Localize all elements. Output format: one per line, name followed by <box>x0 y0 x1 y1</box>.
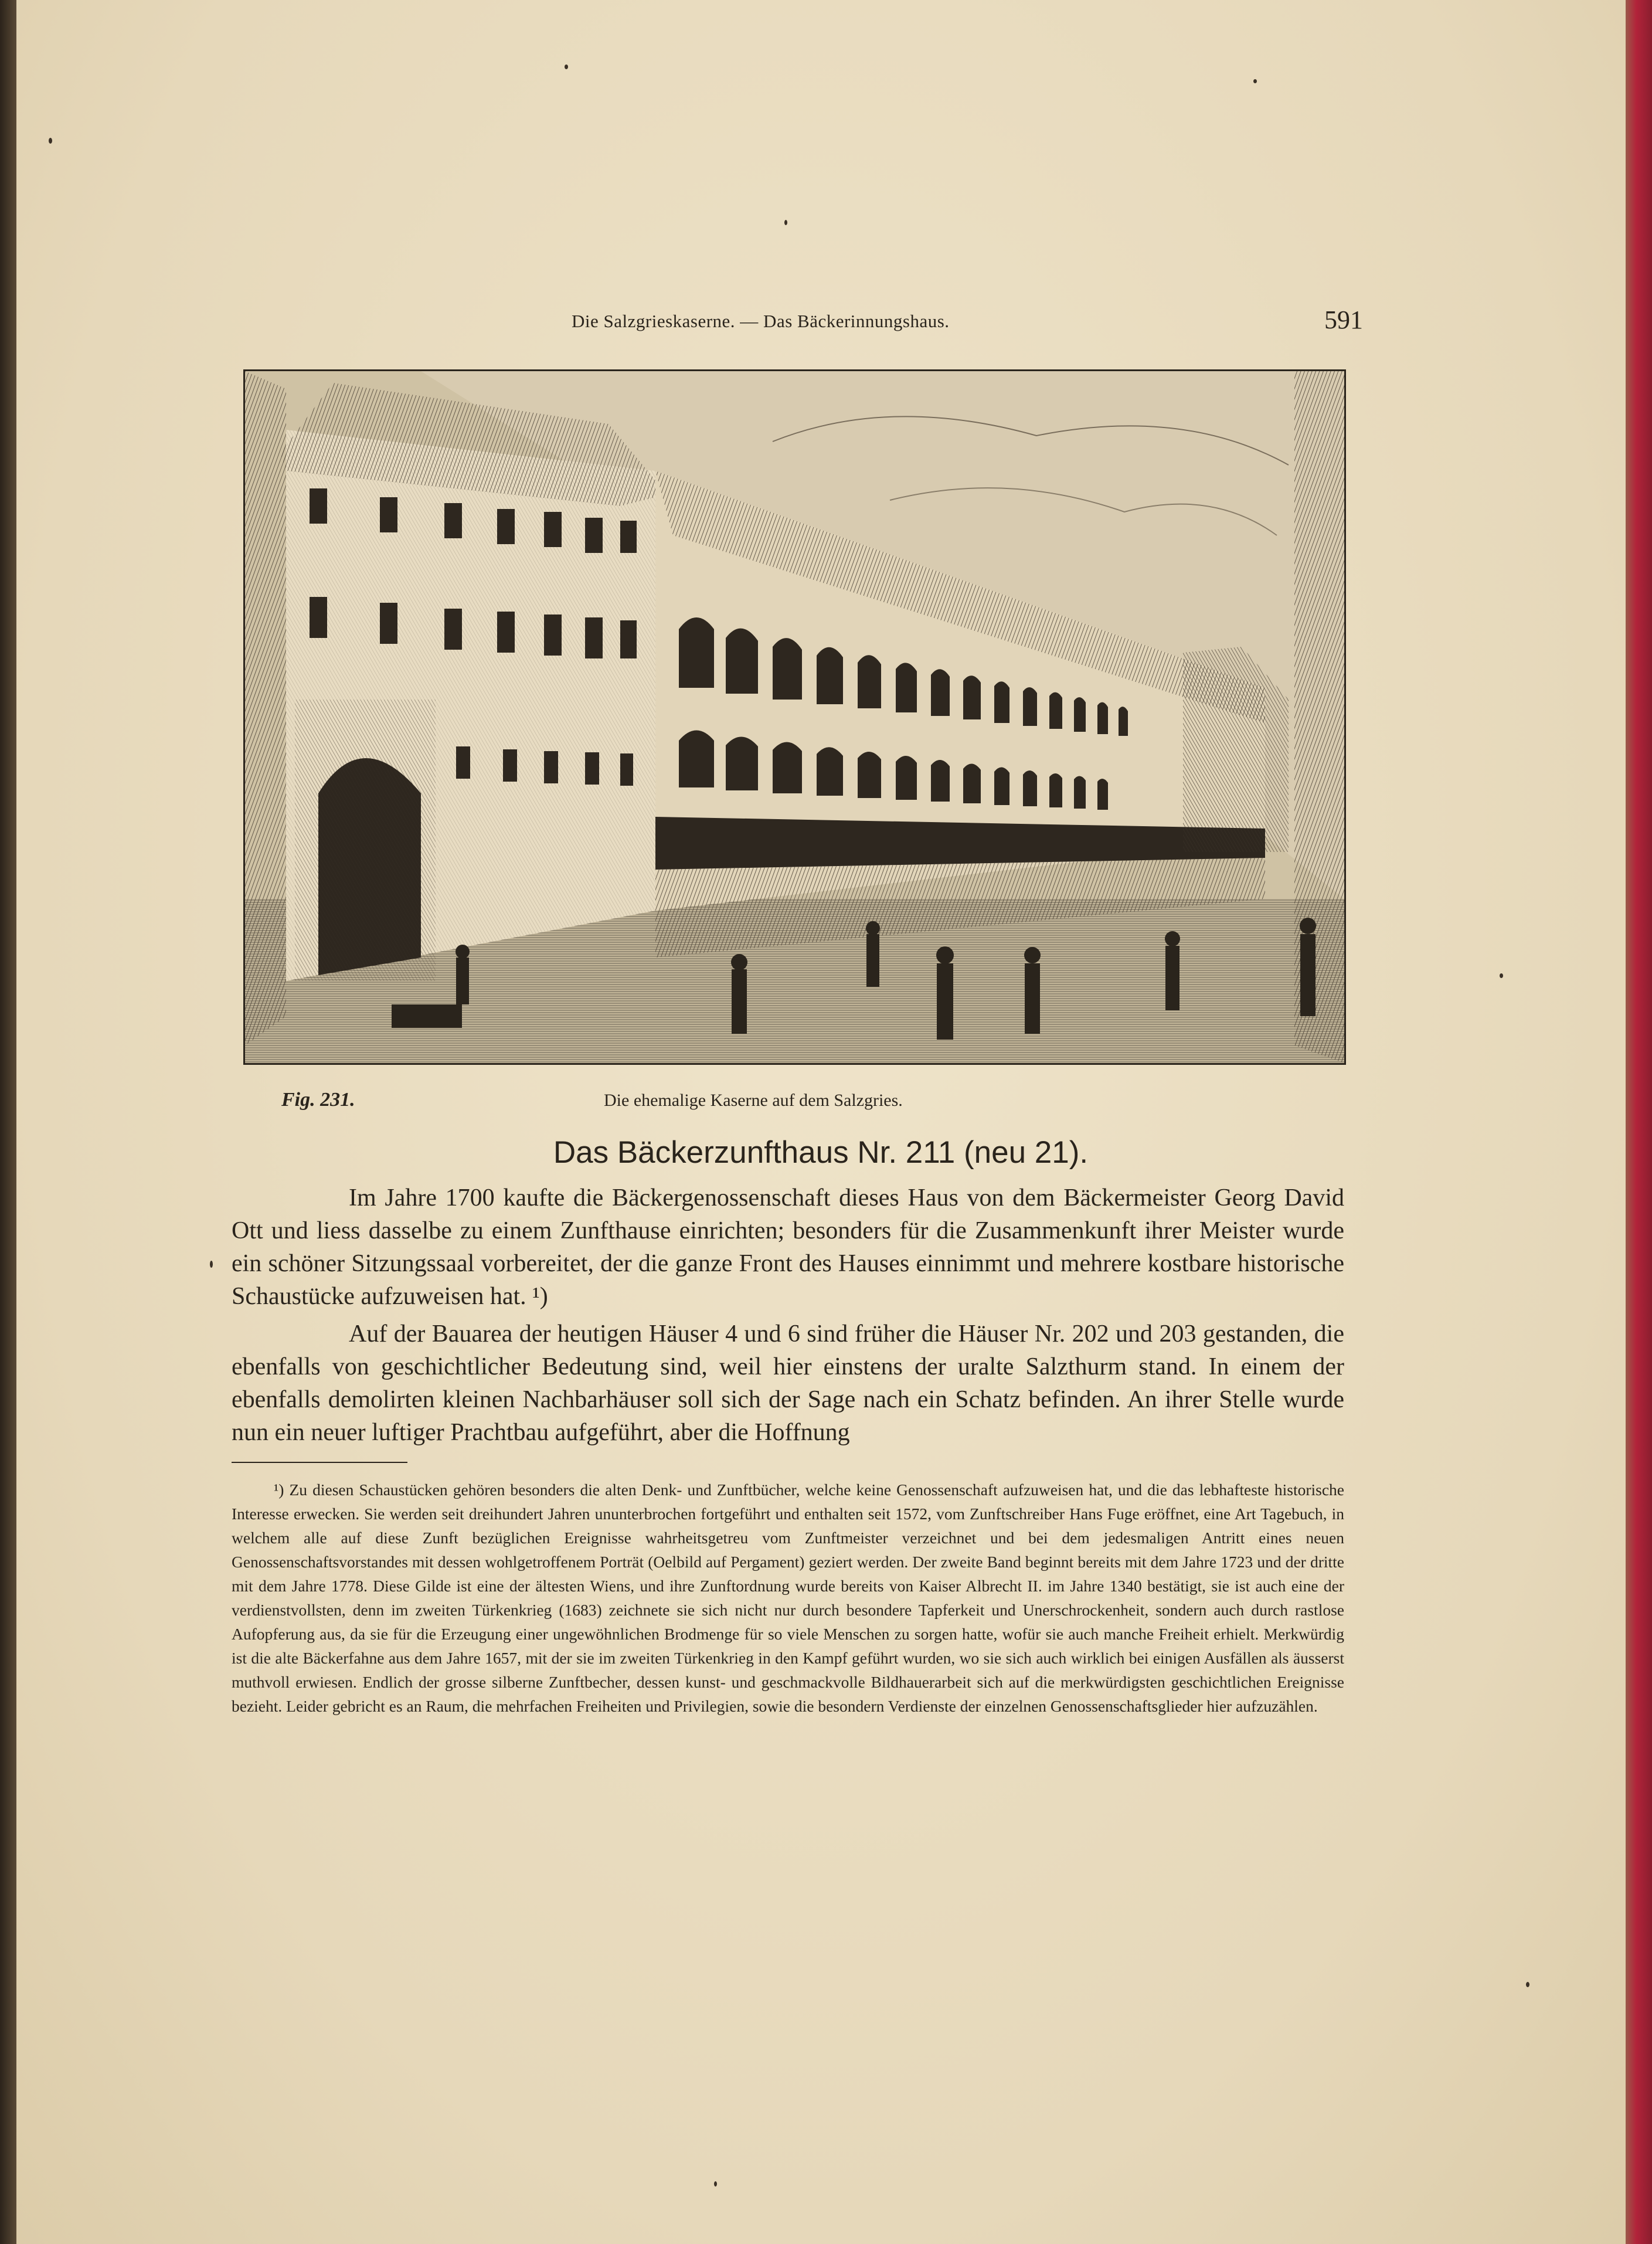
page-number: 591 <box>1324 305 1363 334</box>
footnote <box>232 1478 1344 1718</box>
paper-speck <box>1526 1982 1529 1987</box>
running-header: Die Salzgrieskaserne. — Das Bäckerinnungshaus. <box>572 311 950 331</box>
paper-speck <box>784 220 787 225</box>
book-page <box>16 0 1626 2244</box>
body-paragraph: Im Jahre 1700 kaufte die Bäckergenossenschaft dieses Haus von dem Bäckermeister Georg David Ott und liess dasselbe zu einem Zunfthause einrichten; besonders für die Zusammenkunft ihrer Meister wurde ein schöner Sitzungssaal vorbereitet, der die ganze Front des Hauses einnimmt und mehrere kostbare historische Schaustücke aufzuweisen hat. ¹) <box>232 1184 1344 1310</box>
footnote-text: ¹) Zu diesen Schaustücken gehören besonders die alten Denk- und Zunftbücher, welche keine Genossenschaft aufzuweisen hat, und die das lebhafteste historische Interesse erwecken. Sie werden seit dreihundert Jahren ununterbrochen fortgeführt und enthalten seit 1572, vom Zunftschreiber Hans Fuge eröffnet, eine Art Tagebuch, in welchem alle auf diese Zunft bezüglichen Ereignisse wahrheitsgetreu vom Zunftmeister verzeichnet und bei dem jedesmaligen Antritt eines neuen Genossenschaftsvorstandes mit dessen wohlgetroffenem Porträt (Oelbild auf Pergament) geziert werden. Der zweite Band beginnt bereits mit dem Jahre 1723 und der dritte mit dem Jahre 1778. Diese Gilde ist eine der ältesten Wiens, und ihre Zunftordnung wurde bereits von Kaiser Albrecht II. im Jahre 1340 bestätigt, sie ist auch eine der verdienstvollsten, denn im zweiten Türkenkrieg (1683) zeichnete sie sich nicht nur durch besondere Tapferkeit und Unerschrockenheit, sondern auch durch rastlose Aufopferung aus, da sie für die Erzeugung einer ungewöhnlichen Brodmenge für so viele Menschen zu sorgen hatte, wofür sie auch manche Freiheit erhielt. Merkwürdig ist die alte Bäckerfahne aus dem Jahre 1657, mit der sie im zweiten Türkenkrieg in den Kampf geführt wurden, wo sie sich auch wirklich bei einigen Ausfällen als äusserst muthvoll erwiesen. Endlich der grosse silberne Zunftbecher, dessen kunst- und geschmackvolle Bildhauerarbeit sich auf die merkwürdigsten geschichtlichen Ereignisse bezieht. Leider gebricht es an Raum, die mehrfachen Freiheiten und Privilegien, sowie die besondern Verdienste der einzelnen Genossenschaftsglieder hier aufzuzählen. <box>232 1481 1344 1715</box>
figure-caption: Die ehemalige Kaserne auf dem Salzgries. <box>604 1091 903 1110</box>
paper-speck <box>1253 79 1257 83</box>
body-paragraph: Auf der Bauarea der heutigen Häuser 4 und 6 sind früher die Häuser Nr. 202 und 203 gestanden, die ebenfalls von geschichtlicher Bedeutung sind, weil hier einstens der uralte Salzthurm stand. In einem der ebenfalls demolirten kleinen Nachbarhäuser soll sich der Sage nach ein Schatz befinden. An ihrer Stelle wurde nun ein neuer luftiger Prachtbau aufgeführt, aber die Hoffnung <box>232 1320 1344 1446</box>
book-binding-right <box>1626 0 1652 2244</box>
body-text <box>232 1182 1344 1449</box>
paper-speck <box>210 1261 213 1268</box>
paper-speck <box>565 64 568 69</box>
book-binding-left <box>0 0 16 2244</box>
paper-speck <box>49 138 52 144</box>
figure-label: Fig. 231. <box>281 1089 355 1111</box>
paper-speck <box>1500 973 1503 978</box>
footnote-rule <box>232 1462 407 1463</box>
engraving-figure <box>243 369 1346 1065</box>
section-heading: Das Bäckerzunfthaus Nr. 211 (neu 21). <box>553 1135 1089 1170</box>
paper-speck <box>714 2181 717 2187</box>
barracks-engraving <box>245 371 1344 1063</box>
